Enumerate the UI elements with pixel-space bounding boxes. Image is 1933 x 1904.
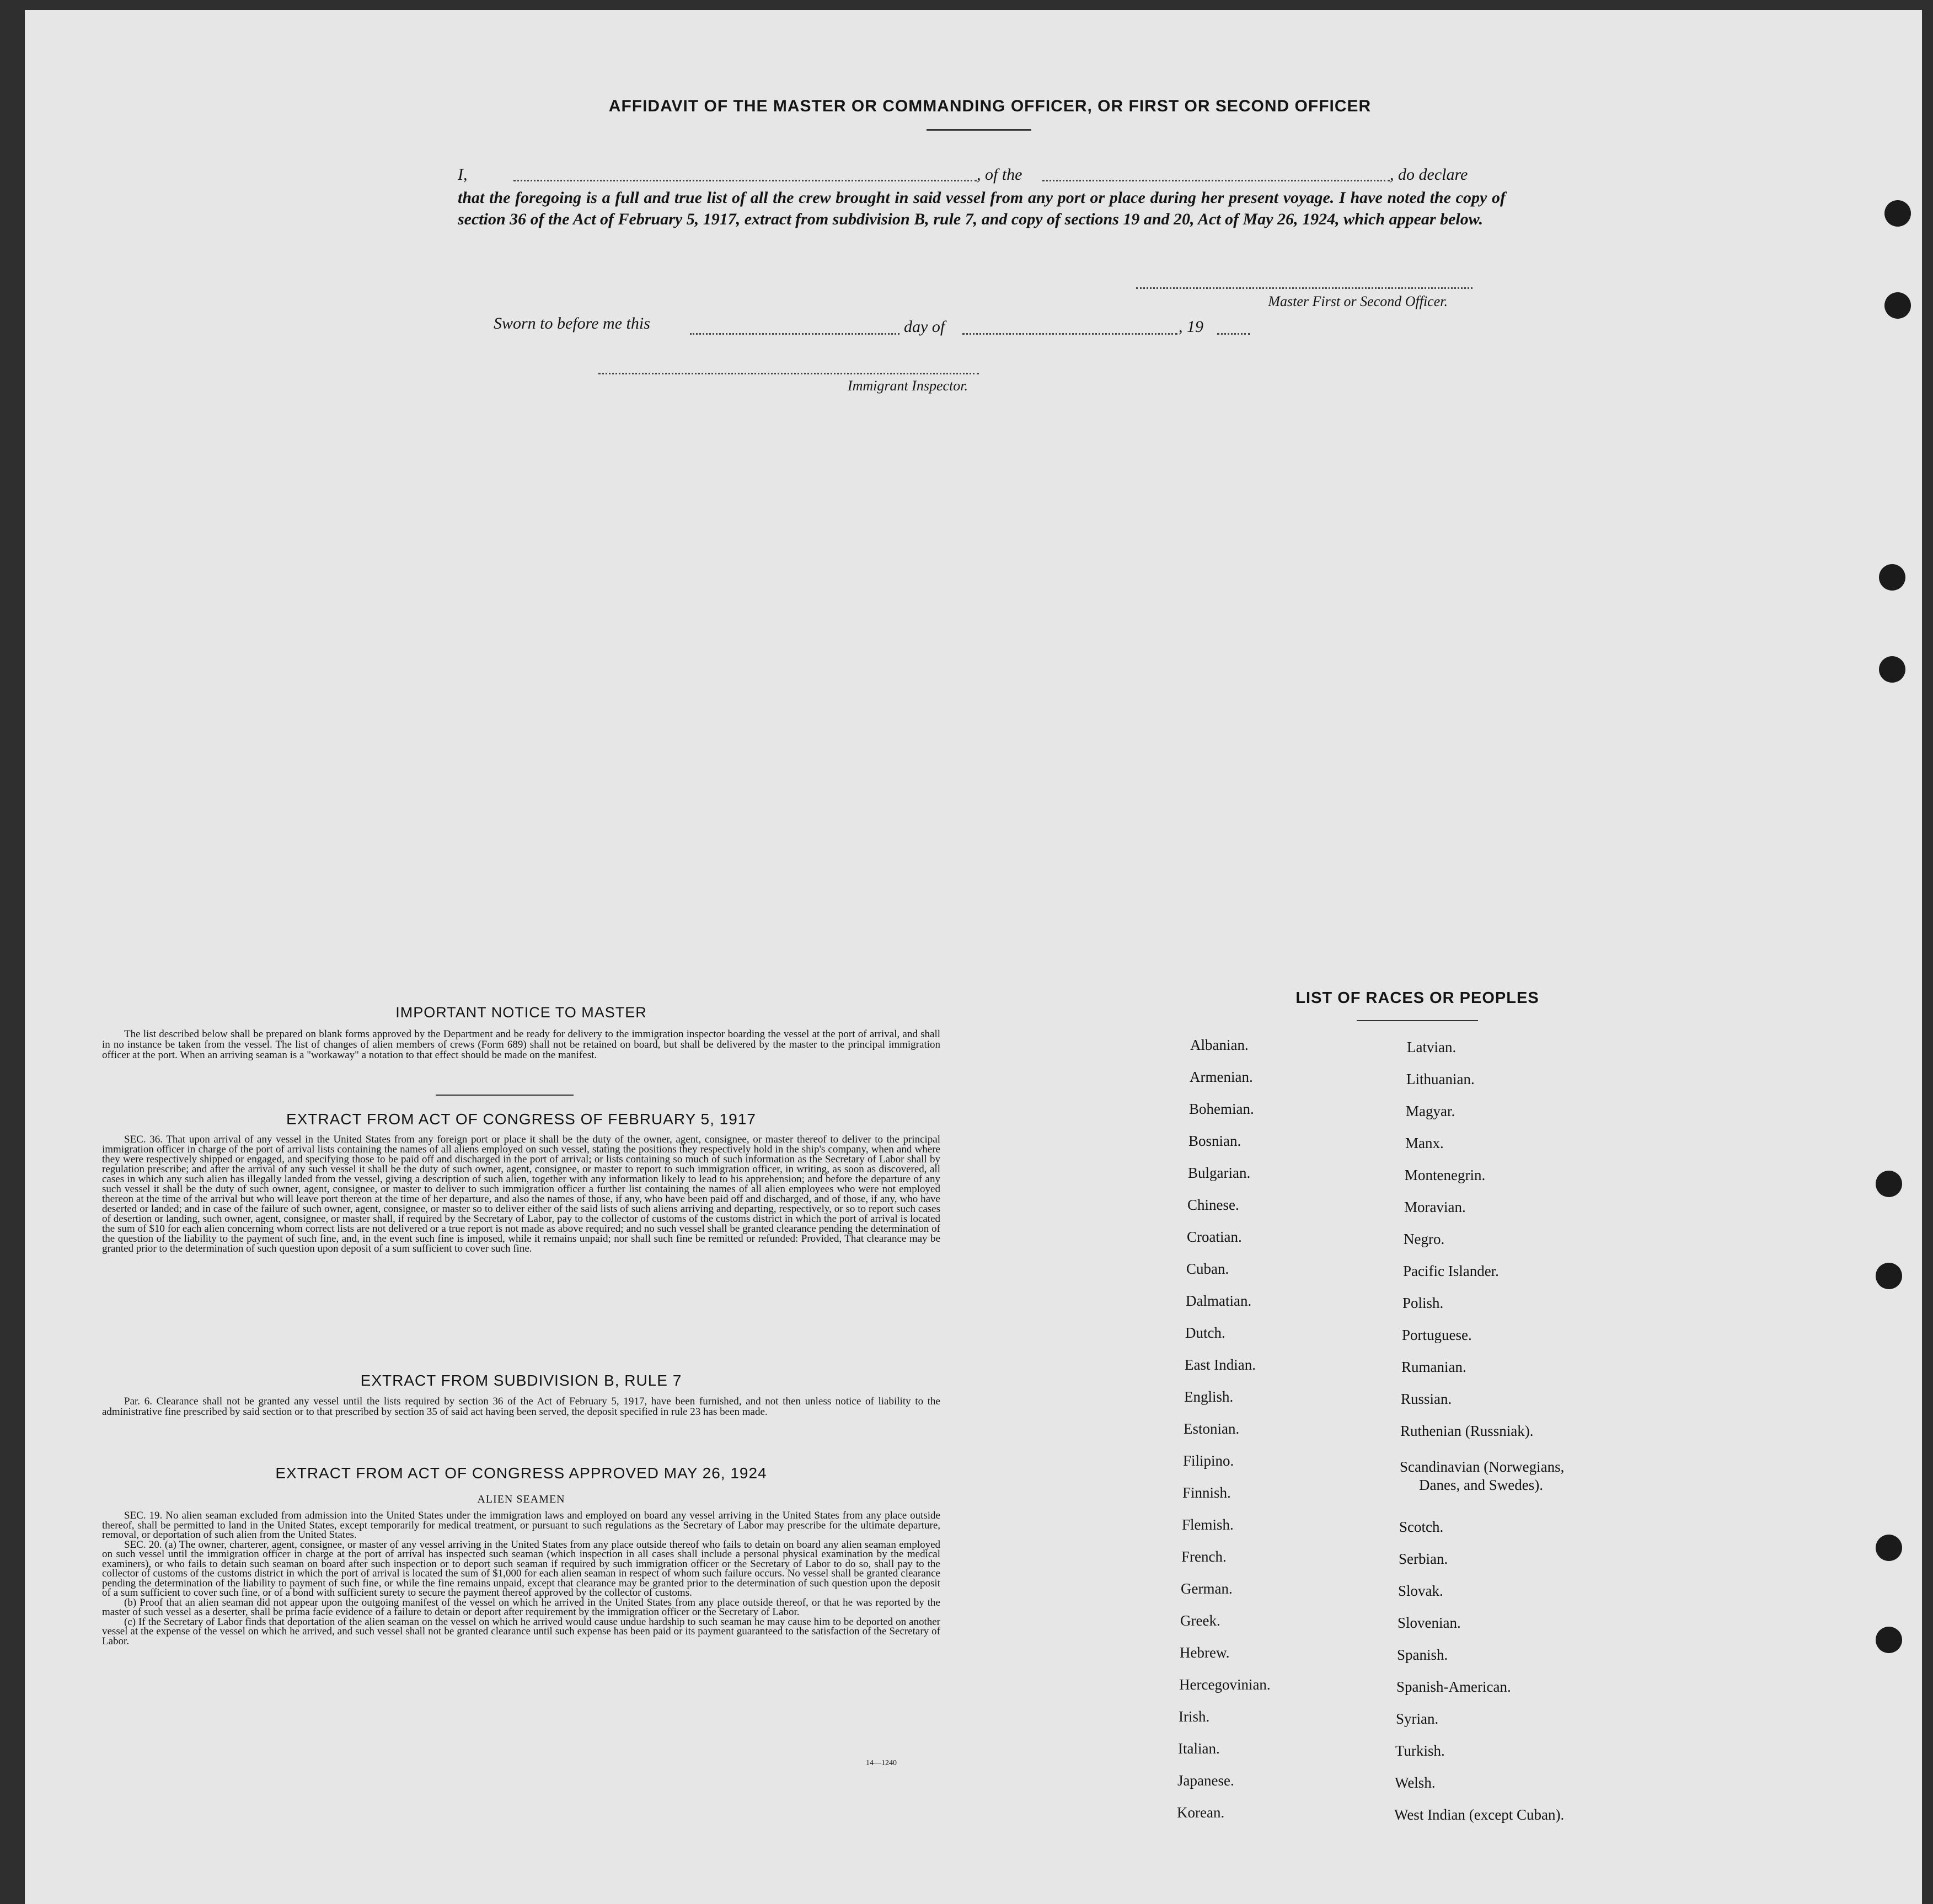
race-item: Portuguese. — [1402, 1327, 1472, 1343]
sworn-month-field[interactable] — [962, 333, 1177, 335]
race-item: Montenegrin. — [1405, 1167, 1486, 1183]
race-item: Finnish. — [1182, 1484, 1231, 1501]
year-label: , 19 — [1179, 318, 1203, 336]
race-item: Chinese. — [1187, 1197, 1239, 1213]
race-item: Spanish. — [1397, 1646, 1448, 1663]
document-sheet — [25, 10, 1922, 1904]
races-title-underline — [1357, 1020, 1478, 1021]
race-item: Latvian. — [1407, 1039, 1457, 1055]
race-item: Estonian. — [1184, 1420, 1240, 1437]
race-item: Greek. — [1180, 1612, 1220, 1629]
master-signature-field[interactable] — [1136, 287, 1472, 289]
race-item: Italian. — [1178, 1740, 1220, 1757]
rule7-text — [102, 1396, 940, 1417]
punch-hole — [1876, 1171, 1902, 1197]
race-item: Dalmatian. — [1186, 1292, 1252, 1309]
sworn-label: Sworn to before me this — [494, 314, 650, 332]
affidavit-title: AFFIDAVIT OF THE MASTER OR COMMANDING OFFICER, OR FIRST OR SECOND OFFICER — [608, 97, 1372, 115]
race-item: Rumanian. — [1401, 1359, 1466, 1375]
day-of-label: day of — [904, 318, 945, 336]
punch-hole — [1876, 1263, 1902, 1289]
race-item: Syrian. — [1396, 1710, 1439, 1727]
race-item: Bulgarian. — [1188, 1165, 1251, 1181]
race-item: German. — [1181, 1580, 1233, 1597]
race-item: French. — [1181, 1548, 1227, 1565]
race-item: Hebrew. — [1180, 1644, 1230, 1661]
punch-hole — [1884, 200, 1911, 227]
affidavit-i: I, — [458, 165, 468, 184]
race-item: Turkish. — [1395, 1742, 1445, 1759]
race-item: Croatian. — [1187, 1229, 1242, 1245]
race-item: Albanian. — [1190, 1037, 1249, 1053]
paragraph-6: Par. 6. Clearance shall not be granted any vessel until the lists required by section 36 of the Act of February 5, 1917, have been furnished, and not then unless notice of liability to the administrative fine prescribed by said section or to that prescribed by section 35 of said act having been served, the deposit specified in rule 23 has been made. — [102, 1396, 940, 1418]
affidavit-do-declare: , do declare — [1390, 165, 1468, 184]
notice-text — [102, 1029, 940, 1060]
race-item: Slovenian. — [1397, 1615, 1461, 1631]
race-item: Scotch. — [1399, 1519, 1444, 1535]
extract-1917-title: EXTRACT FROM ACT OF CONGRESS OF FEBRUARY 5, 1917 — [286, 1111, 756, 1128]
race-item: Scandinavian (Norwegians, — [1400, 1458, 1565, 1475]
race-item: Korean. — [1177, 1804, 1225, 1821]
affidavit-body: that the foregoing is a full and true list of all the crew brought in said vessel from any port or place during her present voyage. I have noted the copy of section 36 of the Act of February 5, 1917, extract from subdivision B, rule 7, and copy of sections 19 and 20, Act of May 26, 1924, which appear below. — [458, 189, 1506, 228]
notice-paragraph: The list described below shall be prepared on blank forms approved by the Department and be ready for delivery to the immigration inspector boarding the vessel at the port of arrival, and shall in no instance be taken from the vessel. The list of changes of alien members of crews (Form 689) shall not be retained on board, but shall be delivered by the master to the principal immigration officer at the port. When an arriving seaman is a "workaway" a notation to that effect should be made on the manifest. — [102, 1028, 940, 1061]
form-code: 14—1240 — [866, 1759, 897, 1767]
race-item: Bosnian. — [1188, 1133, 1241, 1149]
inspector-signature-field[interactable] — [598, 373, 979, 374]
races-title: LIST OF RACES OR PEOPLES — [1295, 989, 1539, 1007]
race-item: Danes, and Swedes). — [1419, 1477, 1543, 1493]
race-item: Cuban. — [1186, 1261, 1229, 1277]
race-item: Moravian. — [1404, 1199, 1466, 1215]
section-20c-paragraph: (c) If the Secretary of Labor finds that deportation of the alien seaman on the vessel on which he arrived would cause undue hardship to such seaman he may cause him to be deported on another vessel at the expense of the vessel on which he arrived, and such vessel shall not be granted clearance until such expense has been paid or its payment guaranteed to the satisfaction of the Secretary of Labor. — [102, 1616, 940, 1647]
sworn-day-field[interactable] — [690, 333, 899, 335]
race-item: Magyar. — [1406, 1103, 1455, 1119]
title-underline — [927, 129, 1031, 131]
race-item: Serbian. — [1399, 1551, 1448, 1567]
race-item: Hercegovinian. — [1179, 1676, 1271, 1693]
section-20b-paragraph: (b) Proof that an alien seaman did not appear upon the outgoing manifest of the vessel on which he arrived in the United States from any place outside thereof, or that he was reported by the master of such vessel as a deserter, shall be prima facie evidence of a failure to detain or deport after requirement by the immigration officer or the Secretary of Labor. — [102, 1596, 940, 1618]
race-item: Irish. — [1179, 1708, 1210, 1725]
race-item: Polish. — [1402, 1295, 1444, 1311]
section-20a-paragraph: SEC. 20. (a) The owner, charterer, agent, consignee, or master of any vessel arriving in the United States from any place outside thereof who fails to detain on board any alien seaman employed on such vessel until the immigration officer in charge at the port of arrival has inspected such seaman (which inspection in all cases shall include a personal physical examination by the medical examiners), or who fails to detain such seaman on board after such inspection or to deport such seaman if required by such immigration officer or the Secretary of Labor to do so, shall pay to the collector of customs of the customs district in which the port of arrival is located the sum of $1,000 for each alien seaman in respect of whom such failure occurs. No vessel shall be granted clearance pending the determination of the liability to payment of such fine, or while the fine remains unpaid, except that clearance may be granted prior to the determination of such question upon the deposit of a sum sufficient to cover such fine, or of a bond with sufficient surety to secure the payment thereof approved by the collector of customs. — [102, 1538, 940, 1599]
divider — [436, 1095, 574, 1096]
extract-1924-title: EXTRACT FROM ACT OF CONGRESS APPROVED MAY 26, 1924 — [275, 1465, 767, 1482]
name-field[interactable] — [513, 180, 977, 181]
master-signature-caption: Master First or Second Officer. — [1268, 293, 1448, 309]
race-item: Ruthenian (Russniak). — [1400, 1423, 1534, 1439]
race-item: West Indian (except Cuban). — [1394, 1806, 1565, 1823]
affidavit-of-the: , of the — [977, 165, 1022, 184]
section-19-paragraph: SEC. 19. No alien seaman excluded from admission into the United States under the immigration laws and employed on board any vessel arriving in the United States from any place outside thereof, shall be permitted to land in the United States, except temporarily for medical treatment, or pursuant to such regulations as the Secretary of Labor may prescribe for the ultimate departure, removal, or deportation of such alien from the United States. — [102, 1510, 940, 1541]
race-item: Pacific Islander. — [1403, 1263, 1499, 1279]
rule7-title: EXTRACT FROM SUBDIVISION B, RULE 7 — [360, 1372, 682, 1389]
alien-seamen-subtitle: ALIEN SEAMEN — [477, 1493, 565, 1505]
race-item: Negro. — [1404, 1231, 1445, 1247]
race-item: Manx. — [1405, 1135, 1444, 1151]
sworn-year-field[interactable] — [1217, 333, 1250, 335]
race-item: Lithuanian. — [1406, 1071, 1475, 1087]
race-item: English. — [1184, 1388, 1234, 1405]
race-item: Slovak. — [1398, 1583, 1443, 1599]
race-item: Bohemian. — [1189, 1101, 1254, 1117]
notice-title: IMPORTANT NOTICE TO MASTER — [395, 1004, 647, 1021]
punch-hole — [1876, 1627, 1902, 1653]
vessel-field[interactable] — [1042, 180, 1390, 181]
race-item: Armenian. — [1190, 1069, 1253, 1085]
punch-hole — [1884, 292, 1911, 319]
inspector-caption: Immigrant Inspector. — [847, 378, 968, 394]
extract-1924-text — [102, 1511, 940, 1646]
race-item: Spanish-American. — [1396, 1678, 1511, 1695]
race-item: Russian. — [1401, 1391, 1452, 1407]
extract-1917-text — [102, 1135, 940, 1254]
section-36-paragraph: SEC. 36. That upon arrival of any vessel in the United States from any foreign port or place it shall be the duty of the owner, agent, consignee, or master thereof to deliver to the principal immigration officer in charge of the port of arrival lists containing the names of all aliens employed on such vessel, stating the positions they respectively hold in the ship's company, when and where they were respectively shipped or engaged, and specifying those to be paid off and discharged in the port of arrival; or lists containing so much of such information as the Secretary of Labor shall by regulation prescribe; and after the arrival of any such vessel it shall be the duty of such owner, agent, consignee, or master to report to such immigration officer, in writing, as soon as discovered, all cases in which any such alien has illegally landed from the vessel, giving a description of such alien, together with any information likely to lead to his apprehension; and before the departure of any such vessel it shall be the duty of such owner, agent, consignee, or master to deliver to such immigration officer a further list containing the names of all alien employees who were not employed thereon at the time of the arrival but who will leave port thereon at the time of her departure, and also the names of those, if any, who have been paid off and discharged, and of those, if any, who have deserted or landed; and in case of the failure of such owner, agent, consignee, or master so to deliver either of the said lists of such aliens arriving and departing, respectively, or so to report such cases of desertion or landing, such owner, agent, consignee, or master shall, if required by the Secretary of Labor, pay to the collector of customs of the customs district in which the port of arrival is located the sum of $10 for each alien concerning whom correct lists are not delivered or a true report is not made as above required; and no such vessel shall be granted clearance pending the determination of the question of the liability to the payment of such fine, and, in the event such fine is imposed, while it remains unpaid; nor shall such fine be remitted or refunded: Provided, That clearance may be granted prior to the determination of such question upon deposit of a sum sufficient to cover such fine. — [102, 1134, 940, 1254]
race-item: Flemish. — [1182, 1516, 1234, 1533]
punch-hole — [1879, 656, 1905, 683]
punch-hole — [1879, 564, 1905, 591]
race-item: Japanese. — [1177, 1772, 1234, 1789]
race-item: Filipino. — [1183, 1452, 1234, 1469]
race-item: Welsh. — [1395, 1774, 1436, 1791]
race-item: East Indian. — [1185, 1356, 1256, 1373]
punch-hole — [1876, 1535, 1902, 1561]
race-item: Dutch. — [1185, 1324, 1225, 1341]
